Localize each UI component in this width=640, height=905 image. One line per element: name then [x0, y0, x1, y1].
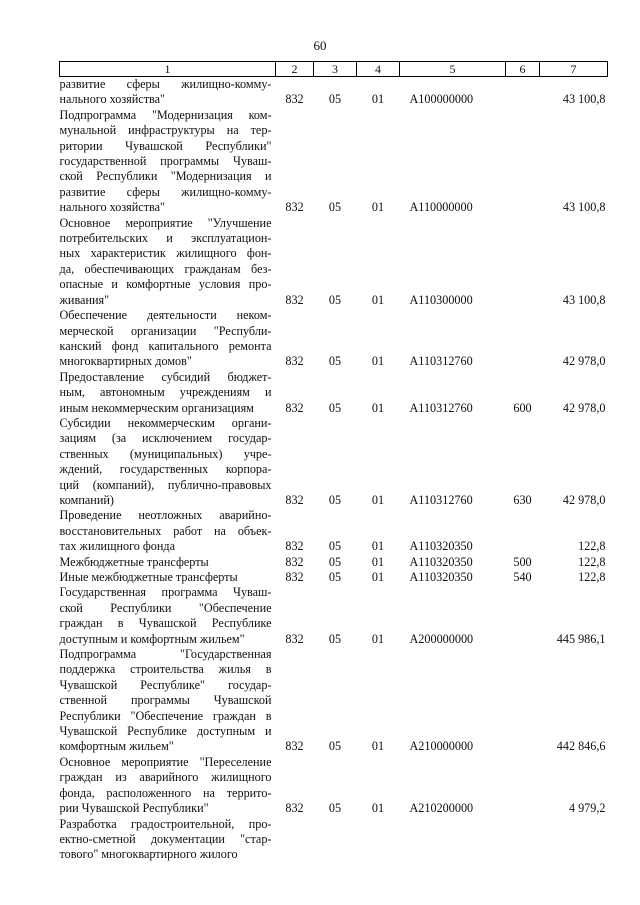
column-header-2: 2 [276, 62, 314, 77]
subsection-code [357, 817, 400, 863]
table-row [60, 555, 608, 570]
subsection-code: 01 [371, 570, 385, 584]
row-name [60, 647, 276, 755]
row-name-line: ждений, государственных корпора- [59, 462, 272, 477]
column-header-4: 4 [357, 62, 400, 77]
ministry-code: 832 [285, 570, 304, 584]
subsection-code: 01 [371, 554, 385, 569]
target-article-code: A110320350 [409, 570, 473, 584]
table-body [60, 77, 608, 863]
table-row [60, 308, 608, 370]
row-name [60, 77, 276, 108]
row-name-line: развитие сферы жилищно-комму- [59, 184, 272, 199]
row-name-line: Республики "Обеспечение граждан в [59, 708, 272, 723]
row-name [60, 370, 276, 416]
amount: 43 100,8 [562, 92, 606, 107]
row-name-line: ственной программы Чувашской [59, 693, 272, 708]
row-name-line: поддержка строительства жилья в [59, 662, 272, 677]
row-name-line: восстановительных работ на объек- [59, 523, 272, 538]
row-name-line: канский фонд капитального ремонта [59, 338, 272, 353]
ministry-code: 832 [285, 631, 304, 646]
section-code: 05 [328, 554, 342, 569]
section-code: 05 [328, 400, 342, 415]
row-name [60, 570, 276, 585]
target-article-code: A100000000 [409, 92, 474, 107]
subsection-code: 01 [371, 739, 385, 754]
row-name-line: Предоставление субсидий бюджет- [59, 369, 272, 384]
amount: 43 100,8 [562, 292, 606, 307]
target-article-code: A110312760 [409, 400, 473, 415]
row-name-line: Основное мероприятие "Улучшение [59, 215, 272, 230]
amount: 445 986,1 [556, 631, 606, 646]
row-name-line: граждан из аварийного жилищного [59, 770, 272, 785]
row-name-line: зациям (за исключением государ- [59, 431, 272, 446]
table-row [60, 370, 608, 416]
section-code [314, 817, 357, 863]
row-name-line: мунальной инфраструктуры на тер- [59, 123, 272, 138]
row-name-line: Подпрограмма "Государственная [59, 647, 272, 662]
row-name-line: Проведение неотложных аварийно- [59, 508, 272, 523]
row-name [60, 416, 276, 508]
subsection-code: 01 [371, 801, 385, 816]
expense-type-code [506, 308, 540, 370]
row-name-line: развитие сферы жилищно-комму- [59, 77, 272, 91]
ministry-code: 832 [285, 400, 304, 415]
row-name-line: ных характеристик жилищного фон- [59, 246, 272, 261]
amount: 42 978,0 [562, 400, 606, 415]
ministry-code: 832 [285, 292, 304, 307]
expense-type-code [506, 755, 540, 817]
amount: 42 978,0 [562, 354, 606, 369]
row-name-line: иным некоммерческим организациям [59, 400, 254, 415]
target-article-code: A110320350 [409, 554, 473, 569]
row-name-line: компаний) [59, 492, 114, 507]
ministry-code: 832 [285, 554, 304, 569]
row-name-line: ской Республики "Обеспечение [59, 600, 272, 615]
expense-type-code [506, 585, 540, 647]
target-article-code: A110320350 [409, 539, 473, 554]
amount: 43 100,8 [562, 200, 606, 215]
target-article-code: A110300000 [409, 292, 473, 307]
expense-type-code: 540 [513, 570, 532, 584]
table-row [60, 416, 608, 508]
row-name-line: фонда, расположенного на террито- [59, 785, 272, 800]
ministry-code: 832 [285, 739, 304, 754]
section-code: 05 [328, 200, 342, 215]
expense-type-code [506, 647, 540, 755]
row-name-line: доступным и комфортным жильем" [59, 631, 245, 646]
ministry-code: 832 [285, 539, 304, 554]
row-name-line: да, обеспечивающих гражданам без- [59, 261, 272, 276]
ministry-code: 832 [285, 801, 304, 816]
table-row [60, 108, 608, 216]
row-name-line: ций (компаний), публично-правовых [59, 477, 272, 492]
section-code: 05 [328, 739, 342, 754]
expense-type-code [506, 216, 540, 308]
ministry-code: 832 [285, 200, 304, 215]
row-name-line: рии Чувашской Республики" [59, 801, 209, 816]
table-row [60, 77, 608, 108]
row-name-line: живания" [59, 292, 110, 307]
budget-table [59, 61, 608, 863]
expense-type-code [506, 508, 540, 554]
target-article-code: A210000000 [409, 739, 474, 754]
target-article-code [400, 817, 506, 863]
table-row [60, 755, 608, 817]
row-name-line: Иные межбюджетные трансферты [59, 570, 238, 584]
column-header-3: 3 [314, 62, 357, 77]
ministry-code: 832 [285, 92, 304, 107]
row-name-line: Разработка градостроительной, про- [59, 816, 272, 831]
section-code: 05 [328, 631, 342, 646]
table-row [60, 216, 608, 308]
row-name [60, 216, 276, 308]
amount: 122,8 [578, 554, 606, 569]
row-name-line: ектно-сметной документации "стар- [59, 831, 272, 846]
section-code: 05 [328, 570, 342, 584]
amount: 442 846,6 [556, 739, 606, 754]
target-article-code: A110312760 [409, 354, 473, 369]
amount: 42 978,0 [562, 492, 606, 507]
subsection-code: 01 [371, 492, 385, 507]
table-row [60, 647, 608, 755]
row-name [60, 555, 276, 570]
expense-type-code: 600 [513, 400, 532, 415]
row-name [60, 508, 276, 554]
expense-type-code: 500 [513, 554, 532, 569]
amount: 122,8 [578, 570, 606, 584]
row-name-line: Субсидии некоммерческим органи- [59, 415, 272, 430]
ministry-code: 832 [285, 354, 304, 369]
row-name-line: Основное мероприятие "Переселение [59, 754, 272, 769]
column-header-1: 1 [60, 62, 276, 77]
subsection-code: 01 [371, 631, 385, 646]
table-row [60, 585, 608, 647]
row-name [60, 108, 276, 216]
section-code: 05 [328, 801, 342, 816]
amount [540, 817, 608, 863]
column-header-7: 7 [540, 62, 608, 77]
section-code: 05 [328, 92, 342, 107]
row-name-line: Межбюджетные трансферты [59, 554, 209, 569]
subsection-code: 01 [371, 400, 385, 415]
amount: 122,8 [578, 539, 606, 554]
row-name [60, 308, 276, 370]
section-code: 05 [328, 492, 342, 507]
page-number: 60 [313, 38, 327, 53]
target-article-code: A110000000 [409, 200, 473, 215]
section-code: 05 [328, 539, 342, 554]
column-header-6: 6 [506, 62, 540, 77]
ministry-code [276, 817, 314, 863]
row-name-line: ритории Чувашской Республики" [59, 138, 272, 153]
row-name [60, 817, 276, 863]
row-name-line: комфортным жильем" [59, 739, 174, 754]
row-name-line: тового" многоквартирного жилого [59, 847, 238, 862]
column-header-5: 5 [400, 62, 506, 77]
expense-type-code [506, 817, 540, 863]
subsection-code: 01 [371, 200, 385, 215]
row-name-line: нального хозяйства" [59, 92, 166, 107]
subsection-code: 01 [371, 292, 385, 307]
row-name-line: Государственная программа Чуваш- [59, 585, 272, 600]
target-article-code: A200000000 [409, 631, 474, 646]
subsection-code: 01 [371, 92, 385, 107]
amount: 4 979,2 [568, 801, 606, 816]
subsection-code: 01 [371, 354, 385, 369]
table-row [60, 817, 608, 863]
target-article-code: A110312760 [409, 492, 473, 507]
row-name-line: потребительских и эксплуатацион- [59, 231, 272, 246]
row-name-line: государственной программы Чуваш- [59, 154, 272, 169]
row-name-line: Подпрограмма "Модернизация ком- [59, 107, 272, 122]
row-name [60, 585, 276, 647]
row-name-line: мерческой организации "Республи- [59, 323, 272, 338]
ministry-code: 832 [285, 492, 304, 507]
expense-type-code [506, 77, 540, 108]
row-name [60, 755, 276, 817]
expense-type-code [506, 108, 540, 216]
row-name-line: ным, автономным учреждениям и [59, 385, 272, 400]
section-code: 05 [328, 292, 342, 307]
table-row [60, 570, 608, 585]
section-code: 05 [328, 354, 342, 369]
row-name-line: опасные и комфортные условия про- [59, 277, 272, 292]
row-name-line: Обеспечение деятельности неком- [59, 308, 272, 323]
row-name-line: Чувашской Республике доступным и [59, 724, 272, 739]
row-name-line: граждан в Чувашской Республике [59, 616, 272, 631]
row-name-line: ственных (муниципальных) учре- [59, 446, 272, 461]
row-name-line: тах жилищного фонда [59, 539, 176, 554]
row-name-line: нального хозяйства" [59, 200, 166, 215]
table-row [60, 508, 608, 554]
subsection-code: 01 [371, 539, 385, 554]
row-name-line: многоквартирных домов" [59, 354, 192, 369]
expense-type-code: 630 [513, 492, 532, 507]
row-name-line: ской Республики "Модернизация и [59, 169, 272, 184]
target-article-code: A210200000 [409, 801, 474, 816]
row-name-line: Чувашской Республике" государ- [59, 677, 272, 692]
table-header [60, 62, 608, 77]
